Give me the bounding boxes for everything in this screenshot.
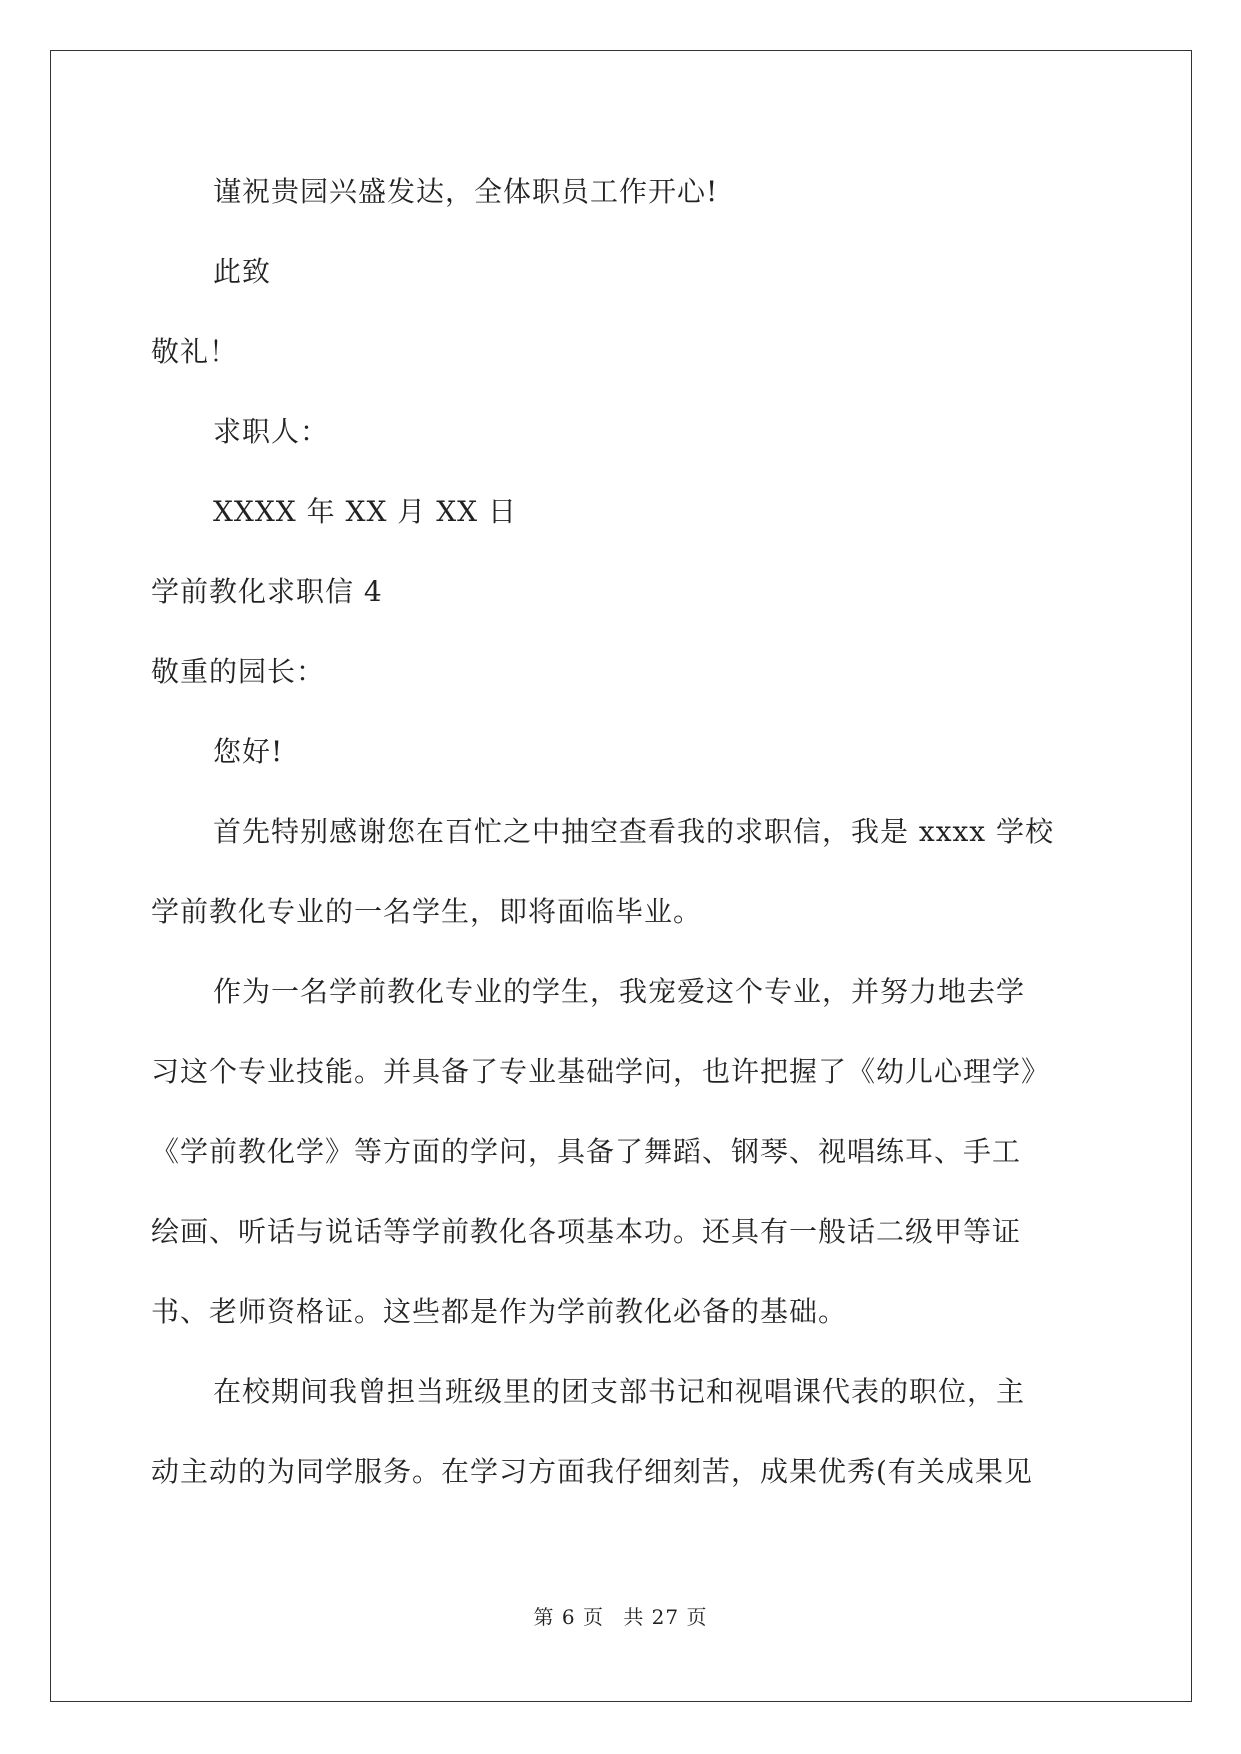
page-total: 共 27 页: [623, 1605, 708, 1629]
page-number: 第 6 页: [533, 1605, 604, 1629]
paragraph-2-line-1: 作为一名学前教化专业的学生，我宠爱这个专业，并努力地去学: [213, 975, 1026, 1008]
hello-line: 您好!: [213, 735, 284, 768]
letter-greeting: 敬重的园长：: [151, 655, 326, 688]
closing-wish-line: 谨祝贵园兴盛发达，全体职员工作开心!: [213, 175, 719, 208]
applicant-label: 求职人：: [213, 415, 330, 448]
paragraph-2-line-3: 《学前教化学》等方面的学问，具备了舞蹈、钢琴、视唱练耳、手工: [151, 1135, 1022, 1168]
paragraph-2-line-5: 书、老师资格证。这些都是作为学前教化必备的基础。: [151, 1295, 848, 1328]
paragraph-1-line-1: 首先特别感谢您在百忙之中抽空查看我的求职信，我是 xxxx 学校: [213, 815, 1054, 848]
paragraph-2-line-4: 绘画、听话与说话等学前教化各项基本功。还具有一般话二级甲等证: [151, 1215, 1022, 1248]
paragraph-3-line-2: 动主动的为同学服务。在学习方面我仔细刻苦，成果优秀(有关成果见: [151, 1455, 1033, 1488]
salutation-cizhi: 此致: [213, 255, 272, 288]
paragraph-2-line-2: 习这个专业技能。并具备了专业基础学问，也许把握了《幼儿心理学》: [151, 1055, 1051, 1088]
date-line: XXXX 年 XX 月 XX 日: [213, 495, 517, 528]
salutation-jingli: 敬礼！: [151, 335, 239, 368]
paragraph-1-line-2: 学前教化专业的一名学生，即将面临毕业。: [151, 895, 703, 928]
section-heading: 学前教化求职信 4: [151, 575, 383, 608]
page-footer: [0, 1605, 1241, 1629]
paragraph-3-line-1: 在校期间我曾担当班级里的团支部书记和视唱课代表的职位，主: [213, 1375, 1026, 1408]
